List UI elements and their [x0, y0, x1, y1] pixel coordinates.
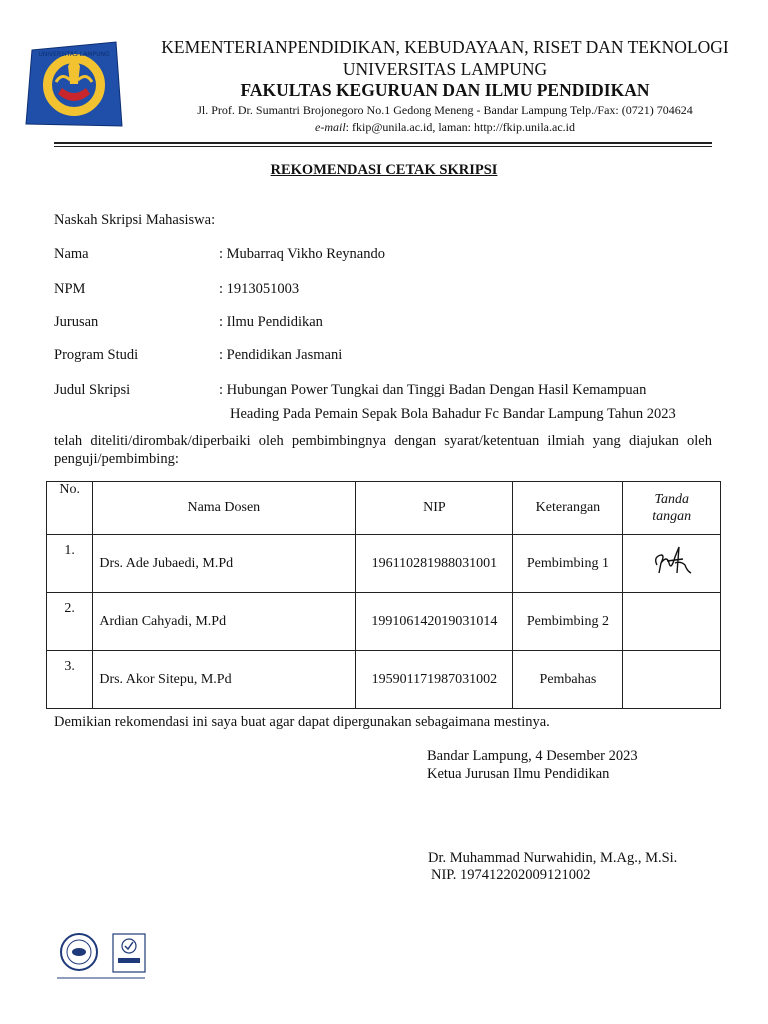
header-signature: [623, 482, 721, 535]
row-no: 1.: [47, 535, 93, 593]
signature-position: Ketua Jurusan Ilmu Pendidikan: [427, 766, 610, 782]
field-label-npm: NPM: [54, 281, 86, 297]
signatory-nip: NIP. 197412202009121002: [431, 867, 591, 883]
university-name: UNIVERSITAS LAMPUNG: [342, 59, 548, 79]
ministry-name: KEMENTERIANPENDIDIKAN, KEBUDAYAAN, RISET DAN TEKNOLOGI: [161, 37, 729, 57]
email-label: e-mail: [315, 120, 346, 134]
field-label-prodi: Program Studi: [54, 347, 139, 363]
row-signature: [623, 593, 721, 651]
field-value-judul-line2: Heading Pada Pemain Sepak Bola Bahadur Fc Bandar Lampung Tahun 2023: [230, 406, 676, 422]
field-value-nama: : Mubarraq Vikho Reynando: [219, 246, 385, 262]
row-no: 2.: [47, 593, 93, 651]
contact-line: [145, 120, 745, 135]
header-nip: NIP: [356, 482, 513, 535]
address: Jl. Prof. Dr. Sumantri Brojonegoro No.1 Gedong Meneng - Bandar Lampung Telp./Fax: (0721) 704624: [197, 103, 693, 117]
row-name: Ardian Cahyadi, M.Pd: [93, 593, 356, 651]
header-signature-line2: tangan: [652, 509, 692, 524]
row-nip: 195901171987031002: [356, 651, 513, 709]
university-logo: [22, 38, 126, 132]
statement-paragraph: telah diteliti/dirombak/diperbaiki oleh pembimbingnya dengan syarat/ketentuan ilmiah yang diajukan oleh penguji/pembimbing:: [54, 433, 712, 467]
certification-logo: [55, 930, 150, 982]
row-nip: 196110281988031001: [356, 535, 513, 593]
faculty-name: FAKULTAS KEGURUAN DAN ILMU PENDIDIKAN: [240, 80, 650, 100]
row-no: 3.: [47, 651, 93, 709]
row-keterangan: Pembimbing 1: [513, 535, 623, 593]
row-name: Drs. Ade Jubaedi, M.Pd: [93, 535, 356, 593]
lecturer-table: [46, 481, 721, 709]
document-title: REKOMENDASI CETAK SKRIPSI: [270, 162, 498, 178]
table-row: [47, 535, 721, 593]
row-signature: [623, 651, 721, 709]
table-row: [47, 651, 721, 709]
row-keterangan: Pembahas: [513, 651, 623, 709]
header-no: No.: [47, 482, 93, 535]
field-label-judul: Judul Skripsi: [54, 382, 131, 398]
table-row: [47, 593, 721, 651]
table-header-row: [47, 482, 721, 535]
field-value-jurusan: : Ilmu Pendidikan: [219, 314, 323, 330]
row-signature: [623, 535, 721, 593]
signatory-name: Dr. Muhammad Nurwahidin, M.Ag., M.Si.: [428, 850, 678, 866]
field-value-prodi: : Pendidikan Jasmani: [219, 347, 343, 363]
header-name: Nama Dosen: [93, 482, 356, 535]
field-value-npm: : 1913051003: [219, 281, 300, 297]
contact-text: : fkip@unila.ac.id, laman: http://fkip.unila.ac.id: [345, 120, 575, 134]
logo-text: UNIVERSITAS LAMPUNG: [38, 51, 110, 58]
field-label-jurusan: Jurusan: [54, 314, 99, 330]
handwritten-signature: [649, 543, 695, 579]
signature-place-date: Bandar Lampung, 4 Desember 2023: [427, 748, 638, 764]
header-keterangan: Keterangan: [513, 482, 623, 535]
row-keterangan: Pembimbing 2: [513, 593, 623, 651]
field-value-judul: : Hubungan Power Tungkai dan Tinggi Badan Dengan Hasil Kemampuan: [219, 382, 647, 398]
intro-text: Naskah Skripsi Mahasiswa:: [54, 212, 216, 228]
header-signature-line1: Tanda: [654, 492, 689, 507]
closing-text: Demikian rekomendasi ini saya buat agar dapat dipergunakan sebagaimana mestinya.: [54, 714, 550, 730]
row-nip: 199106142019031014: [356, 593, 513, 651]
header-rule-thin: [54, 146, 712, 147]
row-name: Drs. Akor Sitepu, M.Pd: [93, 651, 356, 709]
field-label-nama: Nama: [54, 246, 89, 262]
header-rule-thick: [54, 142, 712, 144]
